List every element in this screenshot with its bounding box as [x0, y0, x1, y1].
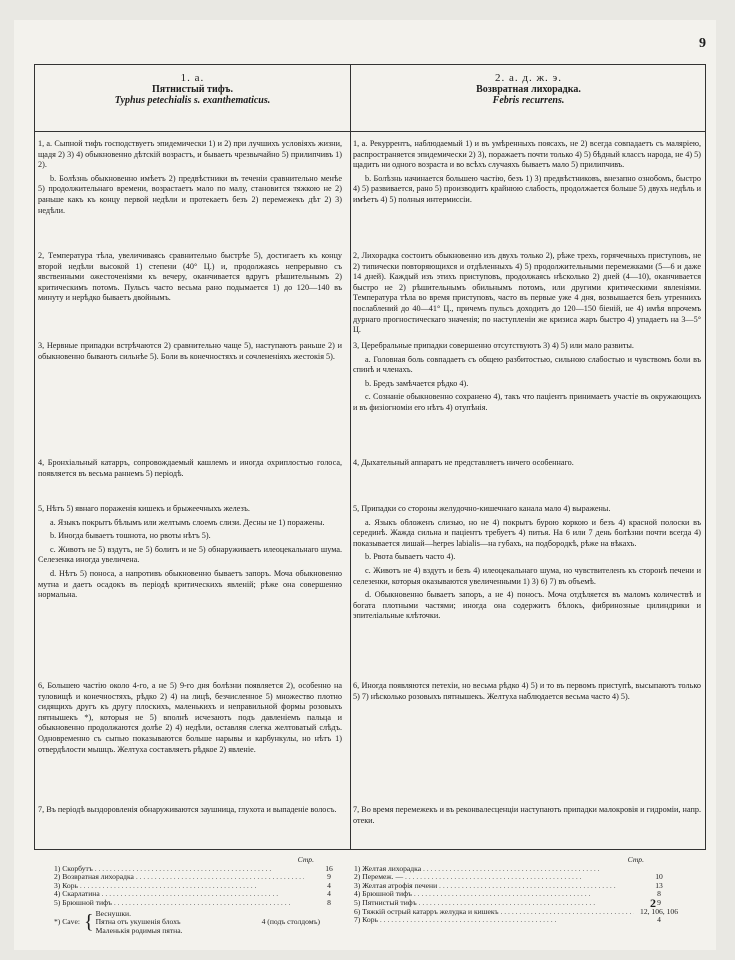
cave-item: Маленькія родимыя пятна. — [95, 925, 183, 935]
cave-page: 4 (подъ столдомъ) — [261, 917, 321, 927]
footnote-page: 16 — [325, 863, 333, 873]
right-column-header — [351, 73, 706, 106]
section-6 — [38, 681, 342, 758]
paragraph: 6, Большею частію около 4-го, а не 5) 9-го дня болѣзни появляется 2), особенно на туловищѣ и конечностяхъ, рѣдко 2) 4) на лицѣ, безчисленное 5) множество плотно сидящихъ другъ къ другу плоскихъ, маленькихъ и неправильной формы розовыхъ пятнышекъ *), которыя не 5) вполнѣ исчезаютъ подъ давленіемъ пальца и обыкновенно продолжаются долѣе 2) 4) недѣли, оставляя слегка желтоватый слѣдъ. Одновременно съ сыпью показываются больше нарывы и карбункулы, но нѣтъ 1) отвердѣлости мышцъ. Желтуха составляетъ рѣдкое 2) явленіе. — [38, 681, 342, 754]
paragraph: a. Головная боль совпадаетъ съ общею разбитостью, сильною слабостью и чувствомъ боли въ спинѣ и членахъ. — [353, 354, 701, 375]
paragraph: 4, Дыхательный аппаратъ не представляетъ ничего особеннаго. — [353, 458, 574, 467]
paragraph: b. Иногда бываетъ тошнота, но рвоты нѣтъ 5). — [50, 531, 211, 541]
paragraph: 6, Иногда появляются петехіи, но весьма рѣдко 4) 5) и то въ первомъ приступѣ, высыпаютъ только 5) 7) нѣсколько розовыхъ пятнышекъ. Желтуха наблюдается весьма часто 4) 5). — [353, 681, 701, 701]
footnote-row — [54, 873, 354, 882]
footnote-page: 8 — [657, 889, 661, 899]
footnote-label: 7) Корь . . . — [354, 916, 634, 925]
section-4 — [38, 458, 342, 482]
paragraph: 7, Въ періодѣ выздоровленія обнаруживаются заушница, глухота и выпаденіе волосъ. — [38, 805, 337, 814]
footnote-row — [354, 882, 684, 891]
footnote-row — [354, 865, 684, 874]
footnote-page: 12, 106, 106 — [640, 906, 678, 916]
document-page — [14, 20, 716, 950]
footnote-label: 2) Перемеж. — . . . — [354, 873, 634, 882]
footnote-page: 9 — [657, 897, 661, 907]
footnote-page-header: Стр. — [297, 855, 314, 864]
footnote-label: 6) Тяжкій острый катарръ желудка и кишекъ . . . — [354, 908, 634, 917]
footnotes-right — [354, 856, 684, 925]
footnote-row — [54, 899, 354, 908]
footnote-page: 4 — [657, 915, 661, 925]
footnote-row — [354, 916, 684, 925]
footnote-label: 4) Скарлатина . . . — [54, 890, 304, 899]
paragraph: b. Бредъ замѣчается рѣдко 4). — [365, 378, 469, 388]
section-7 — [38, 805, 342, 819]
paragraph: c. Животъ не 4) вздутъ и безъ 4) илеоцекальнаго шума, но чувствителенъ къ сторонѣ печени и селезенки, которыя оказываются увеличенными 1) 3) 6) 7) въ объемѣ. — [353, 565, 701, 586]
paragraph: b. Рвота бываетъ часто 4). — [365, 552, 456, 562]
footnote-page: 4 — [327, 889, 331, 899]
footnote-page-header-right: Стр. — [627, 855, 644, 864]
paragraph: 3, Нервные припадки встрѣчаются 2) сравнительно чаще 5), наступаютъ раньше 2) и обыкновенно бываютъ сильнѣе 5). Боли въ конечностяхъ и сочлененіяхъ жестокія 5). — [38, 341, 342, 361]
footnote-page: 8 — [327, 897, 331, 907]
right-column-title: Возвратная лихорадка. — [476, 84, 581, 95]
footnote-label: 3) Желтая атрофія печени . . . — [354, 882, 634, 891]
footnote-label: 2) Возвратная лихорадка . . . — [54, 873, 304, 882]
paragraph: 7, Во время перемежекъ и въ реконвалесценціи наступаютъ припадки малокровія и гидроміи, напр. отеки. — [353, 805, 701, 825]
left-column-number: 1. a. — [180, 72, 205, 84]
right-column-latin-title: Febris recurrens. — [492, 95, 565, 106]
footnote-row — [54, 890, 354, 899]
section-1 — [353, 139, 701, 209]
section-4 — [353, 458, 701, 472]
paragraph: 3, Церебральные припадки совершенно отсутствуютъ 3) 4) 5) или мало развиты. — [353, 341, 634, 350]
section-1 — [38, 139, 342, 219]
page-number: 9 — [699, 36, 706, 51]
signature-number: 2 — [650, 896, 656, 910]
footnote-label: 4) Брюшной тифъ . . . — [354, 890, 634, 899]
paragraph: 2, Температура тѣла, увеличиваясь сравнительно быстрѣе 5), достигаетъ къ концу второй недѣли высокой 1) степени (40° Ц.) и, продолжаясь непрерывно съ явственными ожесточеніями къ вечеру, оканчивается вдругъ рѣшительнымъ 2) критическимъ потомъ. Пульсъ часто весьма рано подымается 1) до 120—140 въ минуту и нерѣдко бываетъ двойнымъ. — [38, 251, 342, 303]
section-3 — [353, 341, 701, 417]
paragraph: 1, a. Рекуррентъ, наблюдаемый 1) и въ умѣренныхъ поясахъ, не 2) всегда совпадаетъ съ маляріею, распространяется эпидемически 2) 3), поражаетъ почти только 4) 5) бѣдный классъ народа, не 4) 5) щадитъ ни одного возраста и во всѣхъ случаяхъ бываетъ мало 5) прилипчивъ. — [353, 139, 701, 170]
footnote-row — [54, 865, 354, 874]
footnote-label: 5) Брюшной тифъ . . . — [54, 899, 304, 908]
paragraph: a. Языкъ обложенъ слизью, но не 4) покрытъ бурою коркою и безъ 4) красной полоски въ серединѣ. Жажда сильна и паціентъ требуетъ 4) питья. На 6 или 7 день болѣзни почти всегда 4) показывается лишай—herpes labialis—на губахъ, на подбородкѣ, рѣже на вѣкахъ. — [353, 517, 701, 548]
right-column-number: 2. a. д. ж. э. — [494, 72, 563, 84]
left-column-header — [35, 73, 350, 106]
footnotes-left — [54, 856, 354, 935]
header-divider — [35, 131, 705, 132]
section-3 — [38, 341, 342, 365]
paragraph: a. Языкъ покрытъ бѣлымъ или желтымъ слоемъ слизи. Десны не 1) поражены. — [50, 517, 325, 527]
footnote-page: 4 — [327, 880, 331, 890]
brace-icon: { — [84, 911, 94, 934]
paragraph: d. Нѣтъ 5) поноса, а напротивъ обыкновенно бываетъ запоръ. Моча обыкновенно мутна и даетъ осадокъ въ періодѣ критическихъ явленій; рѣже она совершенно нормальна. — [38, 568, 342, 600]
left-column-title: Пятнистый тифъ. — [152, 84, 233, 95]
section-5 — [353, 504, 701, 625]
footnote-page: 10 — [655, 872, 663, 882]
comparison-table — [34, 64, 706, 850]
paragraph: b. Болѣзнь обыкновенно имѣетъ 2) предвѣстники въ теченіи сравнительно менѣе 5) продолжительнаго времени, возрастаетъ мало по малу, становится тяжкою не 2) раньше какъ къ концу первой недѣли и протекаетъ безъ 2) перемежекъ дѣт 2) 3) недѣли. — [38, 173, 342, 215]
cave-note — [54, 910, 354, 936]
section-5 — [38, 504, 342, 604]
column-divider — [350, 65, 351, 849]
footnote-label: 1) Скорбутъ . . . — [54, 865, 304, 874]
footnote-row — [354, 908, 684, 917]
paragraph: 1, a. Сыпной тифъ господствуетъ эпидемически 1) и 2) при лучшихъ условіяхъ жизни, щадя 2) 3) 4) обыкновенно дѣтскій возрастъ, и бываетъ чрезвычайно 5) прилипчивъ 1) 2). — [38, 139, 342, 170]
paragraph: c. Сознаніе обыкновенно сохранено 4), такъ что паціентъ принимаетъ участіе въ окружающихъ и въ физіогноміи его нѣтъ 4) отупѣнія. — [353, 392, 701, 412]
paragraph: d. Обыкновенно бываетъ запоръ, а не 4) поносъ. Моча отдѣляется въ маломъ количествѣ и богата плотными частями; иногда она содержитъ бѣлокъ, фибринозные цилиндрики и эпителіальные клѣточки. — [353, 590, 701, 621]
cave-label: *) Cave: — [54, 917, 80, 927]
paragraph: 4, Бронхіальный катарръ, сопровождаемый кашлемъ и иногда охриплостью голоса, появляется въ весьма раннемъ 5) періодѣ. — [38, 458, 342, 478]
footnote-row — [54, 882, 354, 891]
section-6 — [353, 681, 701, 705]
footnote-label: 5) Пятнистый тифъ . . . — [354, 899, 634, 908]
paragraph: 2, Лихорадка состоитъ обыкновенно изъ двухъ только 2), рѣже трехъ, горячечныхъ приступовъ, не 2) типически повторяющихся и отдѣленныхъ 4) 5) продолжительными перемежками (5—6 и даже 14 дней). Каждый изъ этихъ приступовъ, продолжаясь нѣсколько 2) дней (4—10), оканчивается быстро не 2) рѣшительнымъ обильнымъ потомъ, или другими критическими явленіями. Температура тѣла во время приступовъ, часто въ первые уже 4 дня, возвышается безъ утреннихъ послаблений до 40—41° Ц., причемъ пульсъ доходитъ до 120—150 біеній, не 4) имѣя впрочемъ дурнаго прогностическаго значенія; по наступленіи же кризиса жаръ быстро 4) упадаетъ на 3—5° Ц. — [353, 251, 701, 335]
section-7 — [353, 805, 701, 829]
cave-item: Веснушки. — [95, 908, 131, 918]
left-column-latin-title: Typhus petechialis s. exanthematicus. — [114, 95, 271, 106]
paragraph: b. Болѣзнь начинается большею частію, безъ 1) 3) предвѣстниковъ, внезапно ознобомъ, быстро 4) 5) развивается, рано 5) производитъ крайнюю слабость, продолжается больше 5) двухъ недѣль и имѣетъ 4) 5) полныя интермиссіи. — [353, 173, 701, 204]
paragraph: 5, Припадки со стороны желудочно-кишечнаго канала мало 4) выражены. — [353, 504, 611, 513]
footnote-row — [354, 890, 684, 899]
footnote-label: 1) Желтая лихорадка . . . — [354, 865, 634, 874]
cave-item: Пятна отъ укушенія блохъ — [95, 917, 181, 927]
section-2 — [353, 251, 701, 339]
footnote-page: 9 — [327, 872, 331, 882]
section-2 — [38, 251, 342, 307]
footnote-row — [354, 899, 684, 908]
paragraph: 5, Нѣтъ 5) явнаго пораженія кишекъ и брыжеечныхъ железъ. — [38, 504, 250, 513]
footnote-page: 13 — [655, 880, 663, 890]
footnote-label: 3) Корь . . . — [54, 882, 304, 891]
paragraph: c. Животъ не 5) вздутъ, не 5) болитъ и не 5) обнаруживаетъ илеоцекальнаго шума. Селезенка иногда увеличена. — [38, 544, 342, 565]
footnote-row — [354, 873, 684, 882]
